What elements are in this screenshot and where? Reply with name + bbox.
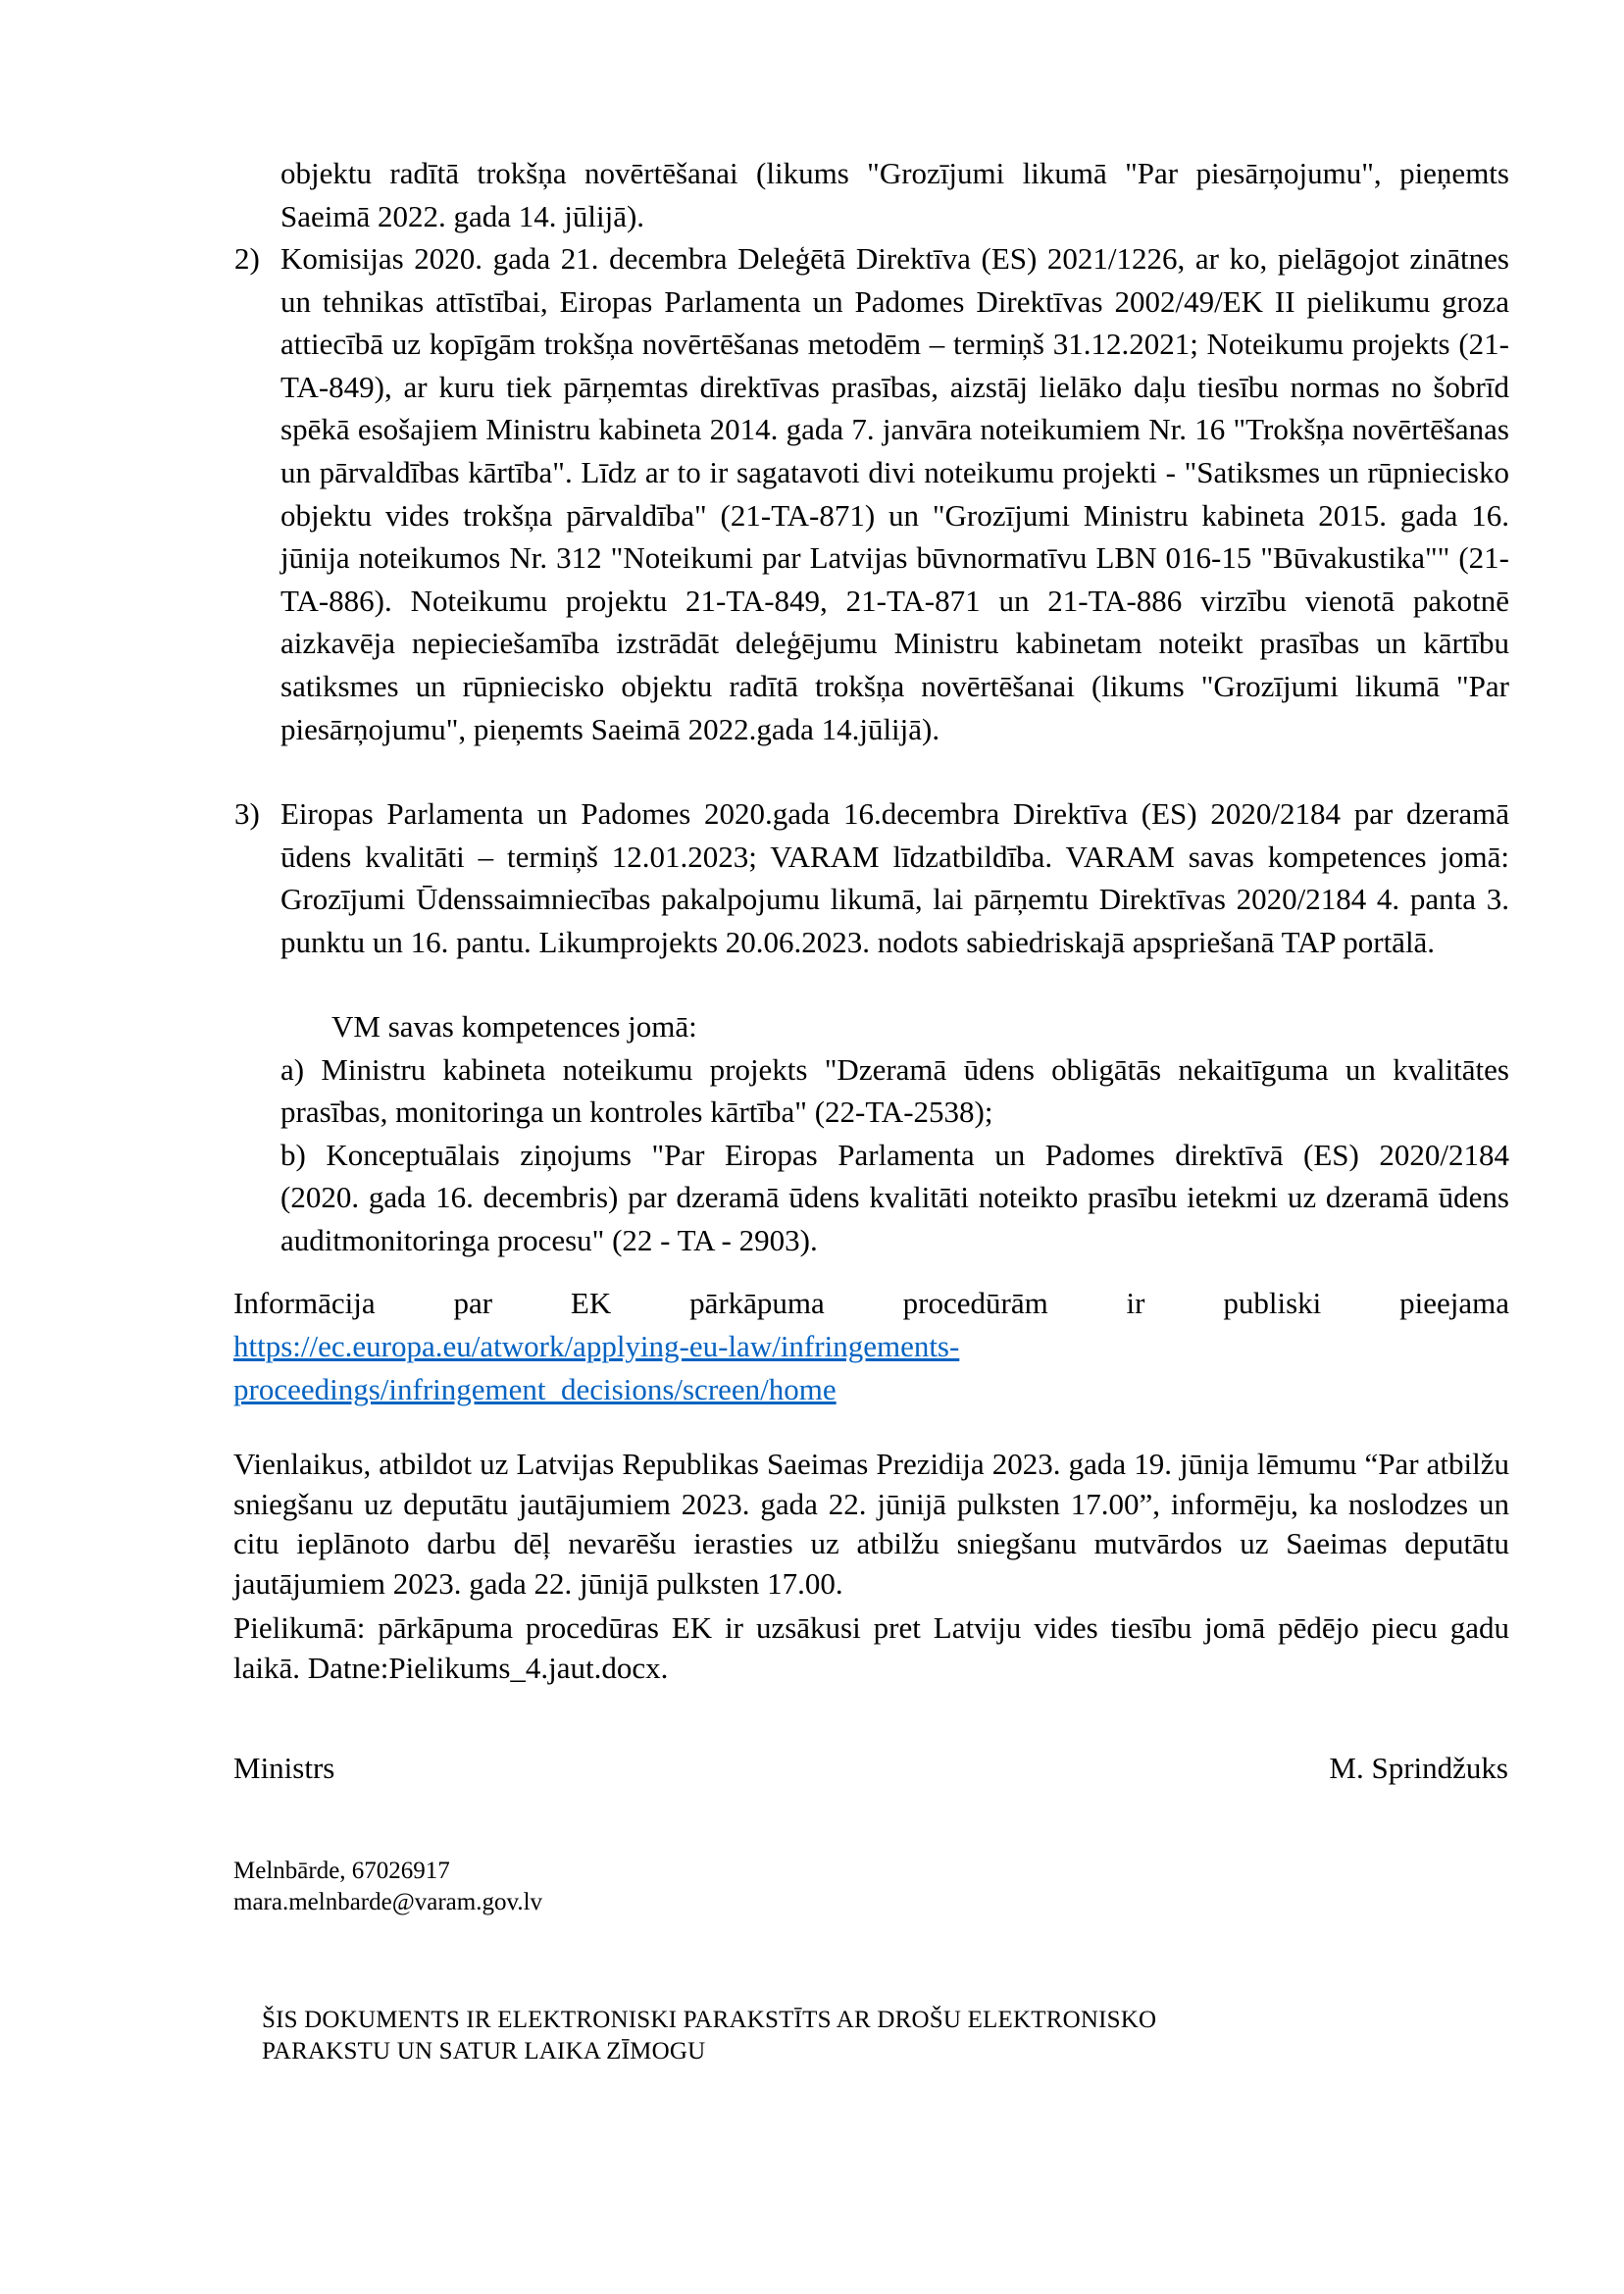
info-text: Informācija par EK pārkāpuma procedūrām ir publiski pieejama <box>233 1286 1509 1320</box>
list-item-3 <box>234 792 1509 963</box>
signature-title: Ministrs <box>233 1751 335 1785</box>
info-link-wrap <box>233 1325 1077 1410</box>
list-item-3-number: 3) <box>234 796 260 831</box>
signature-name: M. Sprindžuks <box>1329 1751 1508 1785</box>
vm-item-a-lead: a) Ministru kabineta noteikumu projekts "Dzeramā ūdens obligātās nekaitīguma un kvalitātes <box>280 1052 1509 1087</box>
list-item-2-number: 2) <box>234 241 260 276</box>
infringement-procedures-link[interactable]: https://ec.europa.eu/atwork/applying-eu-law/infringements-proceedings/infringement_decisions/screen/home <box>233 1329 960 1406</box>
presidium-paragraph: Vienlaikus, atbildot uz Latvijas Republikas Saeimas Prezidija 2023. gada 19. jūnija lēmumu “Par atbilžu sniegšanu uz deputātu jautājumiem 2023. gada 22. jūnijā pulksten 17.00”, informēju, ka noslodzes un citu ieplānoto darbu dēļ nevarēšu ierasties uz atbilžu sniegšanu mutvārdos uz Saeimas deputātu jautājumiem 2023. gada 22. jūnijā pulksten 17.00. <box>233 1447 1509 1601</box>
vm-intro: VM savas kompetences jomā: <box>331 1009 697 1044</box>
list-item-2-text: Komisijas 2020. gada 21. decembra Deleģētā Direktīva (ES) 2021/1226, ar ko, pielāgojot zinātnes un tehnikas attīstībai, Eiropas Parlamenta un Padomes Direktīvas 2002/49/EK II pielikumu groza attiecībā uz kopīgām trokšņa novērtēšanas metodēm – termiņš 31.12.2021; Noteikumu projekts (21-TA-849), ar kuru tiek pārņemtas direktīvas prasības, aizstāj lielāko daļu tiesību normas no šobrīd spēkā esošajiem Ministru kabineta 2014. gada 7. janvāra noteikumiem Nr. 16 "Trokšņa novērtēšanas un pārvaldības kārtība". Līdz ar to ir sagatavoti divi noteikumu projekti - "Satiksmes un rūpniecisko objektu vides trokšņa pārvaldība" (21-TA-871) un "Grozījumi Ministru kabineta 2015. gada 16. jūnija noteikumos Nr. 312 "Noteikumi par Latvijas būvnormatīvu LBN 016-15 "Būvakustika"" (21-TA-886). Noteikumu projektu 21-TA-849, 21-TA-871 un 21-TA-886 virzību vienotā pakotnē aizkavēja nepieciešamība izstrādāt deleģējumu Ministru kabinetam noteikt prasības un kārtību satiksmes un rūpniecisko objektu radītā trokšņa novērtēšanai (likums "Grozījumi likumā "Par piesārņojumu", pieņemts Saeimā 2022.gada 14.jūlijā). <box>280 241 1509 746</box>
vm-item-b-lead: b) Konceptuālais ziņojums "Par Eiropas Parlamenta un Padomes direktīvā (ES) 2020/2184 <box>280 1138 1509 1172</box>
list-item-3-text: Eiropas Parlamenta un Padomes 2020.gada 16.decembra Direktīva (ES) 2020/2184 par dzeramā ūdens kvalitāti – termiņš 12.01.2023; VARAM līdzatbildība. VARAM savas kompetences jomā: Grozījumi Ūdenssaimniecības pakalpojumu likumā, lai pārņemtu Direktīvas 2020/2184 4. panta 3. punktu un 16. pantu. Likumprojekts 20.06.2023. nodots sabiedriskajā apspriešanā TAP portālā. <box>280 796 1509 959</box>
vm-item-a-rest: prasības, monitoringa un kontroles kārtība" (22-TA-2538); <box>280 1095 993 1129</box>
list-item-2 <box>234 237 1509 750</box>
vm-item-b-rest: (2020. gada 16. decembris) par dzeramā ūdens kvalitāti noteikto prasību ietekmi uz dzeramā ūdens auditmonitoringa procesu" (22 - TA - 2903). <box>280 1180 1509 1257</box>
contact-email: mara.melnbarde@varam.gov.lv <box>233 1889 543 1915</box>
list-item-1-tail: objektu radītā trokšņa novērtēšanai (likums "Grozījumi likumā "Par piesārņojumu", pieņemts Saeimā 2022. gada 14. jūlijā). <box>280 156 1509 233</box>
e-signature-stamp-line-2: PARAKSTU UN SATUR LAIKA ZĪMOGU <box>262 2038 706 2065</box>
e-signature-stamp-line-1: ŠIS DOKUMENTS IR ELEKTRONISKI PARAKSTĪTS AR DROŠU ELEKTRONISKO <box>262 2007 1157 2033</box>
annex-paragraph: Pielikumā: pārkāpuma procedūras EK ir uzsākusi pret Latviju vides tiesību jomā pēdējo piecu gadu laikā. Datne:Pielikums_4.jaut.docx. <box>233 1610 1509 1685</box>
contact-name: Melnbārde, 67026917 <box>233 1858 450 1884</box>
